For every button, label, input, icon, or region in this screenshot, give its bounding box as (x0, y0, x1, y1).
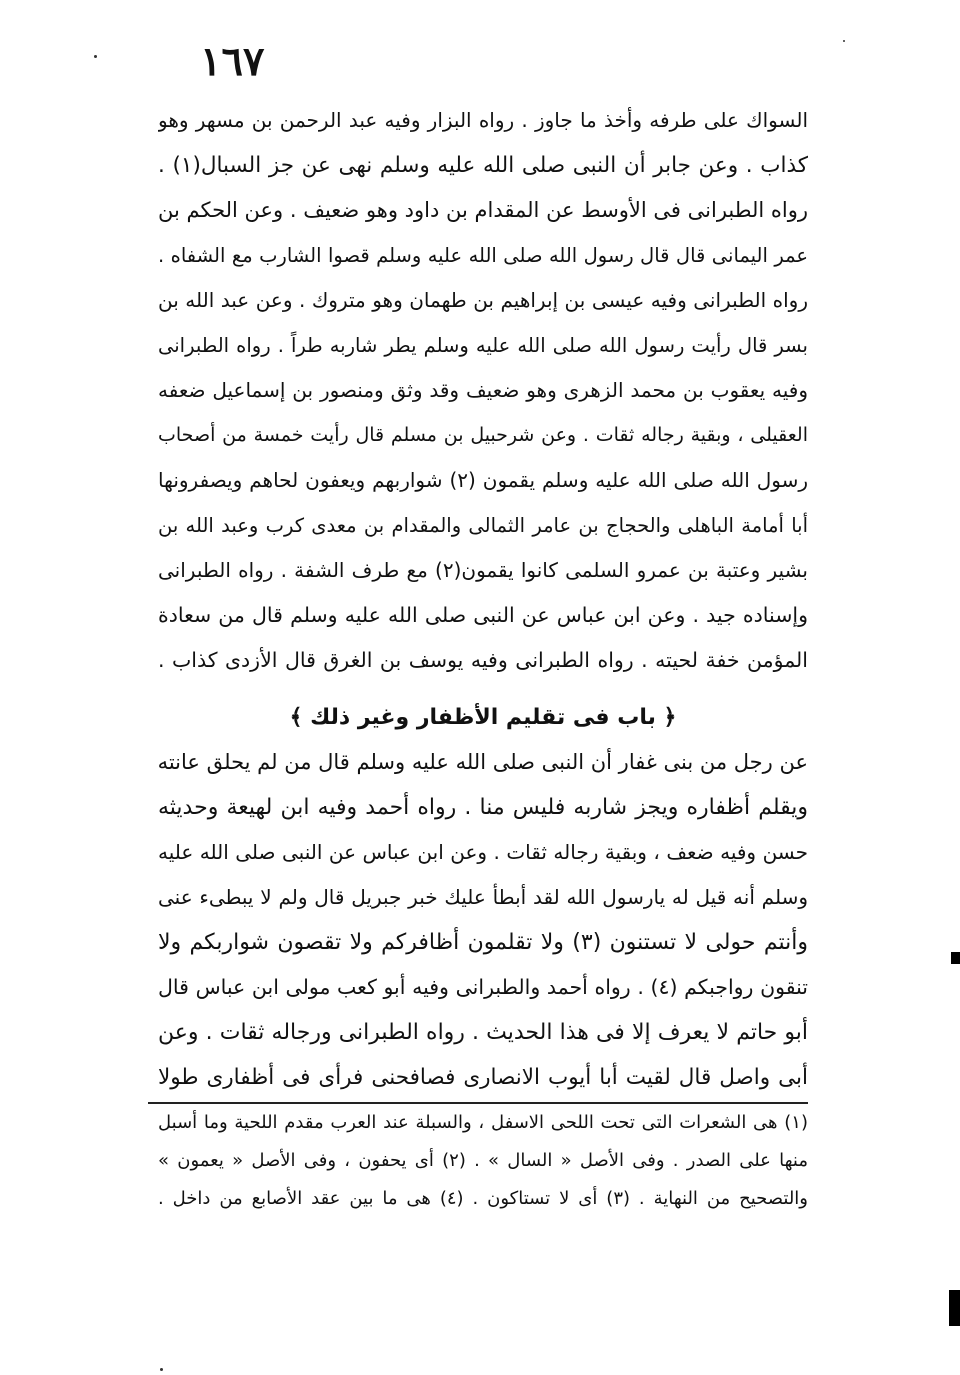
footnotes (158, 1104, 808, 1218)
body-line: رسول الله صلى الله عليه وسلم يقمون (٢) شواربهم ويعفون لحاهم ويصفرونها (158, 468, 808, 492)
body-line: وسلم أنه قيل له يارسول الله لقد أبطأ عليك خبر جبريل قال ولم لا يبطىء عنى (158, 885, 808, 909)
body-line: وأنتم حولى لا تستنون (٣) ولا تقلمون أظافركم ولا تقصون شواربكم ولا (158, 930, 808, 955)
scan-speck (160, 1368, 163, 1371)
page-number: ١٦٧ (200, 38, 265, 85)
body-line: رواه الطبرانى فى الأوسط عن المقدام بن داود وهو ضعيف . وعن الحكم بن (158, 198, 808, 222)
body-line: عمر اليمانى قال قال رسول الله صلى الله عليه وسلم قصوا الشارب مع الشفاه . (158, 244, 808, 267)
body-line: أبو حاتم لا يعرف إلا فى هذا الحديث . رواه الطبرانى ورجاله ثقات . وعن (158, 1020, 808, 1045)
section-heading: ﴿ باب فى تقليم الأظفار وغير ذلك ﴾ (289, 705, 677, 730)
body-line: حسن وفيه ضعف ، وبقية رجاله ثقات . وعن ابن عباس عن النبى صلى الله عليه (158, 840, 808, 864)
body-line: بسر قال رأيت رسول الله صلى الله عليه وسلم يطر شاربه طراً . رواه الطبرانى (158, 334, 808, 357)
body-line: أبا أمامة الباهلى والحجاج بن عامر الثمالى والمقدام بن معدى كرب وعبد الله بن (158, 514, 808, 537)
footnote-line: والتصحيح من النهاية . (٣) أى لا تستاكون . (٤) هى ما بين عقد الأصابع من داخل . (158, 1188, 808, 1209)
scan-speck (94, 55, 97, 58)
scan-edge-mark (951, 952, 960, 964)
body-line: السواك على طرفه وأخذ ما جاوز . رواه البزار وفيه عبد الرحمن بن مسهر وهو (158, 108, 808, 132)
body-line: بشير وعتبة بن عمرو السلمى كانوا يقمون(٢) مع طرف الشفة . رواه الطبرانى (158, 558, 808, 582)
body-line: وفيه يعقوب بن محمد الزهرى وهو ضعيف وقد وثق ومنصور بن إسماعيل ضعفه (158, 378, 808, 402)
body-line: المؤمن خفة لحيته . رواه الطبرانى وفيه يوسف بن الغرق قال الأزدى كذاب . (158, 648, 808, 672)
body-line: وإسناده جيد . وعن ابن عباس عن النبى صلى الله عليه وسلم قال من سعادة (158, 603, 808, 627)
body-text-bottom (158, 740, 808, 1100)
scan-edge-mark (949, 1290, 960, 1326)
body-line: أبى واصل قال لقيت أبا أيوب الانصارى فصافحنى فرأى فى أظفارى طولا (158, 1065, 808, 1090)
scan-speck (843, 40, 845, 42)
body-line: رواه الطبرانى وفيه عيسى بن إبراهيم بن طهمان وهو متروك . وعن عبد الله بن (158, 288, 808, 312)
body-line: تنقون رواجبكم (٤) . رواه أحمد والطبرانى وفيه أبو كعب مولى ابن عباس قال (158, 975, 808, 999)
footnote-line: (١) هى الشعرات التى تحت اللحى الاسفل ، والسبلة عند العرب مقدم اللحية وما أسبل (158, 1112, 808, 1133)
body-line: ويقلم أظفاره ويجز شاربه فليس منا . رواه أحمد وفيه ابن لهيعة وحديثه (158, 795, 808, 820)
body-line: عن رجل من بنى غفار أن النبى صلى الله عليه وسلم قال من لم يحلق عانته (158, 750, 808, 774)
body-line: العقيلى ، وبقية رجاله ثقات . وعن شرحبيل بن مسلم قال رأيت خمسة من أصحاب (158, 424, 808, 446)
body-line: كذاب . وعن جابر أن النبى صلى الله عليه وسلم نهى عن جز السبال(١) . (158, 153, 808, 178)
footnote-line: منها على الصدر . وفى الأصل « السال » . (٢) أى يحفون ، وفى الأصل « يعمون » (158, 1150, 808, 1171)
body-text-top (158, 98, 808, 683)
